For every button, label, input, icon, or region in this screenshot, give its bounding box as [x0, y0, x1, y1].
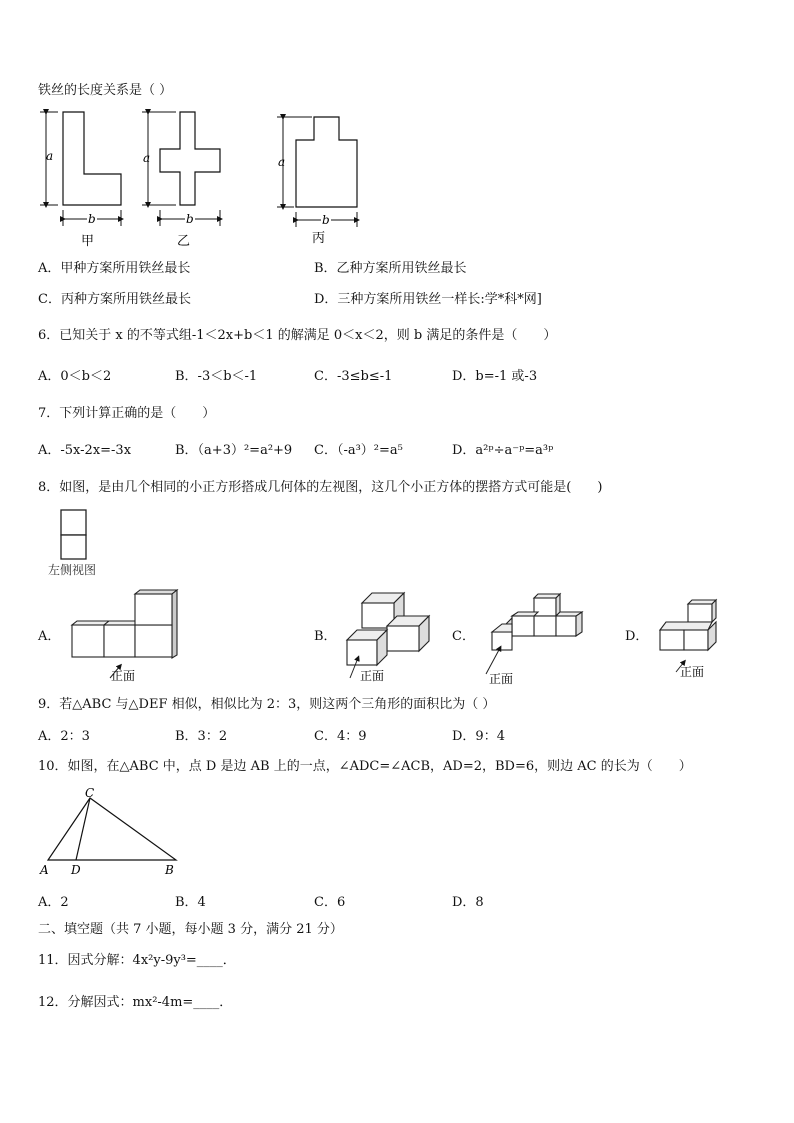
section-title: 二、填空题（共 7 小题，每小题 3 分，满分 21 分）: [38, 922, 343, 937]
q7-option-b[interactable]: B．（a+3）²=a²+9: [175, 443, 293, 458]
q8-stem: 8．如图，是由几个相同的小正方形搭成几何体的左视图，这几个小正方体的摆搭方式可能是( ): [38, 480, 603, 495]
figure-jia: [40, 112, 121, 226]
q8-figure-c: [482, 592, 582, 687]
q6-option-a[interactable]: A．0＜b＜2: [38, 369, 112, 384]
q8-figure-d: [658, 596, 738, 681]
label-a-3: a: [278, 155, 286, 169]
point-b: B: [165, 863, 174, 877]
q8-option-d[interactable]: D．: [625, 629, 649, 644]
q8-figure-a: [72, 590, 192, 685]
q6-stem: 6．已知关于 x 的不等式组-1＜2x+b＜1 的解满足 0＜x＜2，则 b 满足的条件是（ ）: [38, 328, 557, 343]
q8-figure-b: [342, 588, 442, 688]
front-label-a: 正面: [111, 669, 136, 683]
label-b-2: b: [186, 212, 194, 226]
q9-option-b[interactable]: B．3：2: [175, 729, 228, 744]
point-c: C: [85, 786, 95, 800]
q5-option-b[interactable]: B．乙种方案所用铁丝最长: [314, 261, 467, 276]
q9-stem: 9．若△ABC 与△DEF 相似，相似比为 2：3，则这两个三角形的面积比为（ ）: [38, 697, 496, 712]
q7-stem: 7．下列计算正确的是（ ）: [38, 406, 216, 421]
point-d: D: [71, 863, 81, 877]
front-label-c: 正面: [489, 672, 514, 686]
q7-option-d[interactable]: D．a²ᵖ÷a⁻ᵖ=a³ᵖ: [452, 443, 554, 458]
front-label-b: 正面: [360, 669, 385, 683]
q8-option-c[interactable]: C．: [452, 629, 475, 644]
q10-option-c[interactable]: C．6: [314, 895, 346, 910]
q5-figures: [36, 102, 416, 252]
q11-stem: 11．因式分解：4x²y-9y³=____．: [38, 953, 236, 968]
label-b-3: b: [322, 213, 330, 227]
label-a-2: a: [143, 151, 151, 165]
figure-bing: [277, 117, 357, 227]
fig-name-yi: 乙: [177, 234, 191, 249]
front-label-d: 正面: [680, 665, 705, 679]
q10-option-b[interactable]: B．4: [175, 895, 206, 910]
q6-option-c[interactable]: C．-3≤b≤-1: [314, 369, 393, 384]
fig-name-jia: 甲: [81, 234, 95, 249]
label-b-1: b: [88, 212, 96, 226]
q10-option-a[interactable]: A．2: [38, 895, 69, 910]
q8-option-b[interactable]: B．: [314, 629, 337, 644]
q5-option-c[interactable]: C．丙种方案所用铁丝最长: [38, 292, 191, 307]
q9-option-a[interactable]: A．2：3: [38, 729, 90, 744]
q6-option-d[interactable]: D．b=-1 或-3: [452, 369, 538, 384]
q10-stem: 10．如图，在△ABC 中，点 D 是边 AB 上的一点，∠ADC=∠ACB，AD=2，BD=6，则边 AC 的长为（ ）: [38, 759, 692, 774]
q10-option-d[interactable]: D．8: [452, 895, 484, 910]
fig-name-bing: 丙: [312, 231, 326, 246]
q9-option-d[interactable]: D．9：4: [452, 729, 505, 744]
label-a-1: a: [46, 149, 54, 163]
q8-option-a[interactable]: A．: [38, 629, 61, 644]
q7-option-c[interactable]: C．（-a³）²=a⁵: [314, 443, 403, 458]
q8-left-view: [45, 506, 115, 576]
q7-option-a[interactable]: A．-5x-2x=-3x: [38, 443, 132, 458]
q12-stem: 12．分解因式：mx²-4m=____．: [38, 995, 233, 1010]
q5-stem: 铁丝的长度关系是（ ）: [38, 83, 173, 98]
q6-option-b[interactable]: B．-3＜b＜-1: [175, 369, 258, 384]
figure-yi: [142, 112, 220, 226]
q9-option-c[interactable]: C．4：9: [314, 729, 367, 744]
q10-triangle: [38, 788, 188, 878]
q5-option-d[interactable]: D．三种方案所用铁丝一样长:学*科*网]: [314, 292, 542, 307]
q5-option-a[interactable]: A．甲种方案所用铁丝最长: [38, 261, 191, 276]
left-view-label: 左侧视图: [48, 563, 97, 577]
point-a: A: [40, 863, 49, 877]
